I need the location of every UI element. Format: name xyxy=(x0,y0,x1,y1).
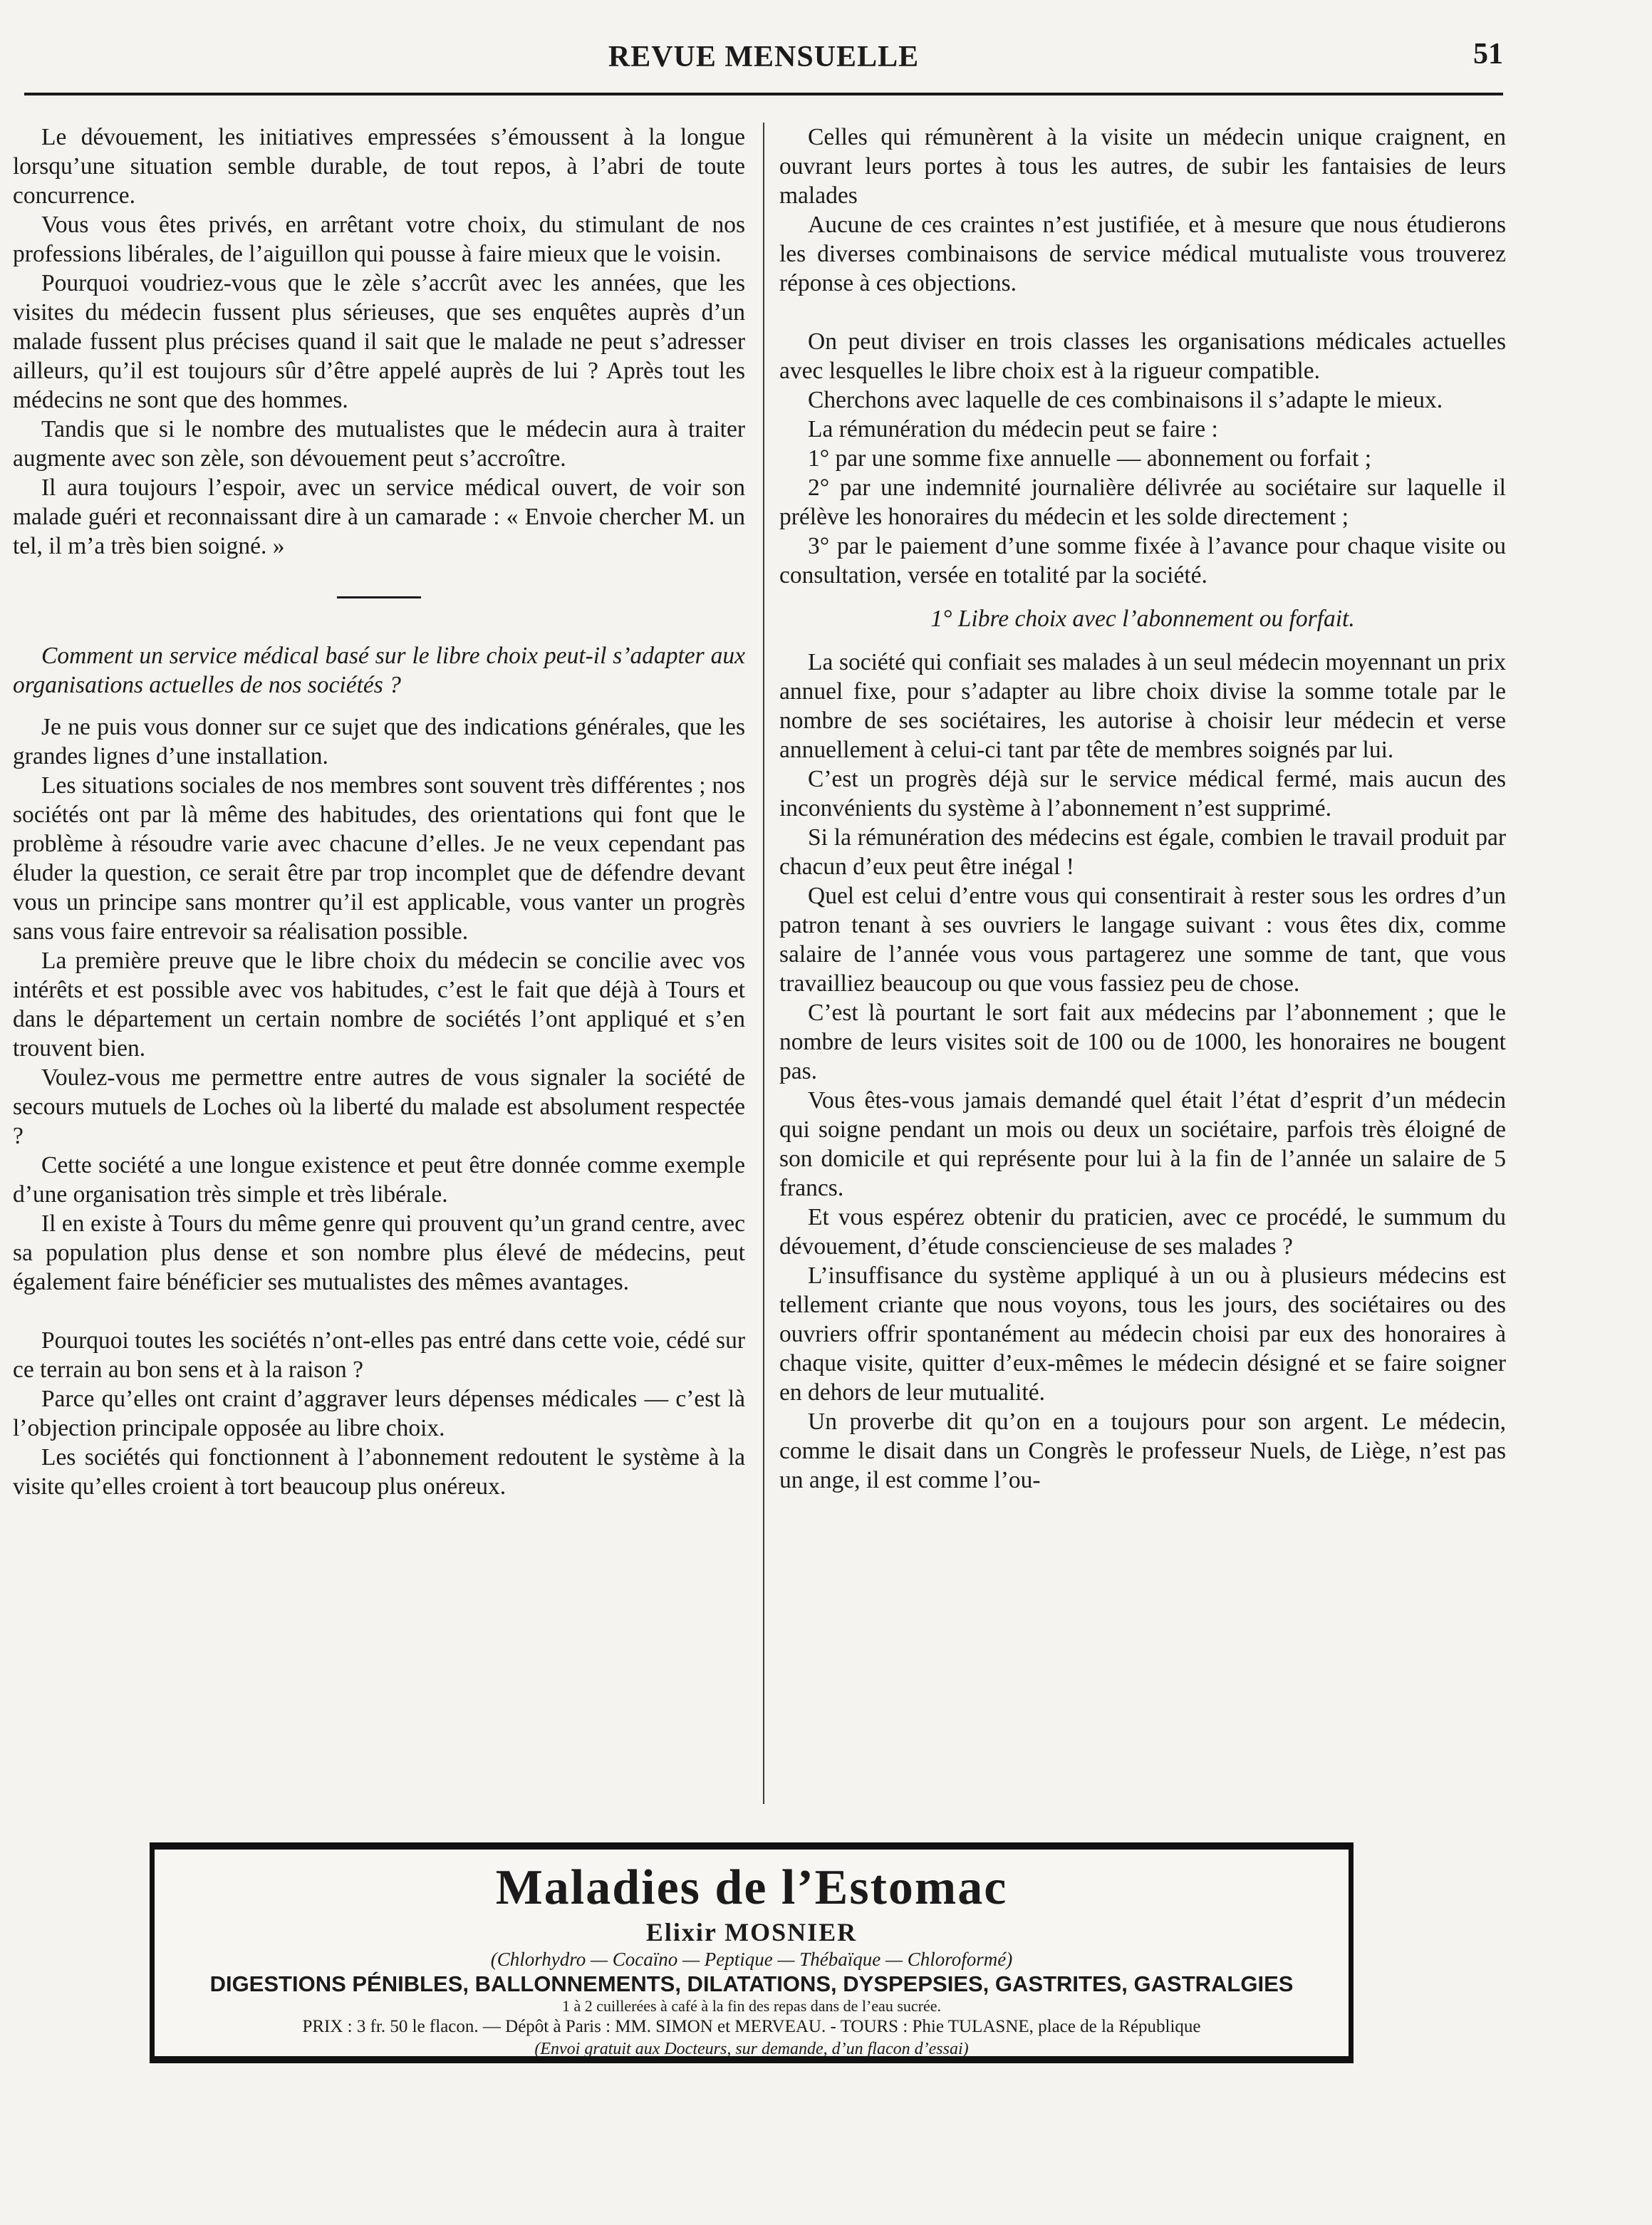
paragraph: Tandis que si le nombre des mutualistes que le médecin aura à traiter augmente avec son zèle, son dévouement peut s’accroître. xyxy=(13,416,745,472)
paragraph: On peut diviser en trois classes les organisations médicales actuelles avec lesquelles le libre choix est à la rigueur compatible. xyxy=(779,328,1506,384)
paragraph: Parce qu’elles ont craint d’aggraver leurs dépenses médicales — c’est là l’objection principale opposée au libre choix. xyxy=(13,1386,745,1441)
ad-price-line: PRIX : 3 fr. 50 le flacon. — Dépôt à Paris : MM. SIMON et MERVEAU. - TOURS : Phie TULASNE, place de la République xyxy=(302,2017,1201,2036)
paragraph: Vous êtes-vous jamais demandé quel était l’état d’esprit d’un médecin qui soigne pendant un mois ou deux un sociétaire, parfois très éloigné de son domicile et qui représente pour lui à la fin de l’année un salaire de 5 francs. xyxy=(779,1087,1506,1201)
header-rule xyxy=(24,93,1503,95)
paragraph: Il en existe à Tours du même genre qui prouvent qu’un grand centre, avec sa population plus dense et son nombre plus élevé de médecins, peut également faire bénéficier ses mutualistes des mêmes avantages. xyxy=(13,1210,745,1295)
section-heading: 1° Libre choix avec l’abonnement ou forfait. xyxy=(930,606,1355,632)
list-item: 1° par une somme fixe annuelle — abonnement ou forfait ; xyxy=(808,445,1372,472)
paragraph: Pourquoi toutes les sociétés n’ont-elles pas entré dans cette voie, cédé sur ce terrain au bon sens et à la raison ? xyxy=(13,1327,745,1383)
paragraph: Vous vous êtes privés, en arrêtant votre choix, du stimulant de nos professions libérales, de l’aiguillon qui pousse à faire mieux que le voisin. xyxy=(13,212,745,267)
section-separator xyxy=(13,576,745,606)
paragraph: Voulez-vous me permettre entre autres de vous signaler la société de secours mutuels de Loches où la liberté du malade est absolument respectée ? xyxy=(13,1064,745,1149)
paragraph: L’insuffisance du système appliqué à un ou à plusieurs médecins est tellement criante que nous voyons, tous les jours, des sociétaires ou des ouvriers offrir spontanément au médecin choisi par eux des honoraires à chaque visite, quitter d’eux-mêmes le médecin désigné et se faire soigner en dehors de leur mutualité. xyxy=(779,1262,1506,1406)
right-column xyxy=(779,123,1506,1495)
paragraph: C’est là pourtant le sort fait aux médecins par l’abonnement ; que le nombre de leurs visites soit de 100 ou de 1000, les honoraires ne bougent pas. xyxy=(779,1000,1506,1084)
paragraph: Pourquoi voudriez-vous que le zèle s’accrût avec les années, que les visites du médecin fussent plus sérieuses, que ses enquêtes auprès d’un malade fussent plus précises quand il sait que le malade ne peut s’adresser ailleurs, qu’il est toujours sûr d’être appelé auprès de lui ? Après tout les médecins ne sont que des hommes. xyxy=(13,270,745,413)
paragraph: Celles qui rémunèrent à la visite un médecin unique craignent, en ouvrant leurs portes à tous les autres, de subir les fantaisies de leurs malades xyxy=(779,124,1506,209)
paragraph: La première preuve que le libre choix du médecin se concilie avec vos intérêts et est possible avec vos habitudes, c’est le fait que déjà à Tours et dans le département un certain nombre de sociétés l’ont appliqué et s’en trouvent bien. xyxy=(13,948,745,1062)
list-item: 3° par le paiement d’une somme fixée à l’avance pour chaque visite ou consultation, versée en totalité par la société. xyxy=(779,533,1506,588)
page-number: 51 xyxy=(1473,38,1503,71)
paragraph: Si la rémunération des médecins est égale, combien le travail produit par chacun d’eux peut être inégal ! xyxy=(779,824,1506,880)
ad-indications: DIGESTIONS PÉNIBLES, BALLONNEMENTS, DILATATIONS, DYSPEPSIES, GASTRITES, GASTRALGIES xyxy=(209,1971,1294,1996)
ad-title: Maladies de l’Estomac xyxy=(495,1860,1008,1915)
page-header xyxy=(24,28,1503,93)
ad-composition: (Chlorhydro — Cocaïno — Peptique — Thébaïque — Chloroformé) xyxy=(490,1949,1013,1970)
paragraph: Cette société a une longue existence et peut être donnée comme exemple d’une organisation très simple et très libérale. xyxy=(13,1152,745,1208)
running-title: REVUE MENSUELLE xyxy=(608,41,920,73)
ad-dosage: 1 à 2 cuillerées à café à la fin des repas dans de l’eau sucrée. xyxy=(562,1997,941,2015)
paragraph: Il aura toujours l’espoir, avec un service médical ouvert, de voir son malade guéri et reconnaissant dire à un camarade : « Envoie chercher M. un tel, il m’a très bien soigné. » xyxy=(13,474,745,559)
paragraph: Quel est celui d’entre vous qui consentirait à rester sous les ordres d’un patron tenant à ses ouvriers le langage suivant : vous êtes dix, comme salaire de l’année vous vous partagerez une somme de tant, que vous travailliez beaucoup ou que vous fassiez peu de chose. xyxy=(779,883,1506,997)
paragraph: Cherchons avec laquelle de ces combinaisons il s’adapte le mieux. xyxy=(808,387,1443,413)
advertisement-box xyxy=(150,1842,1354,2063)
paragraph: Les situations sociales de nos membres sont souvent très différentes ; nos sociétés ont par là même des habitudes, des orientations qui font que le problème à résoudre varie avec chacune d’elles. Je ne veux cependant pas éluder la question, ce serait être par trop incomplet que de défendre devant vous un principe sans montrer qu’il est applicable, vous vanter un progrès sans vous faire entrevoir sa réalisation possible. xyxy=(13,772,745,945)
ad-note: (Envoi gratuit aux Docteurs, sur demande, d’un flacon d’essai) xyxy=(534,2040,969,2058)
paragraph: Un proverbe dit qu’on en a toujours pour son argent. Le médecin, comme le disait dans un Congrès le professeur Nuels, de Liège, n’est pas un ange, il est comme l’ou- xyxy=(779,1409,1506,1493)
paragraph: Et vous espérez obtenir du praticien, avec ce procédé, le summum du dévouement, d’étude consciencieuse de ses malades ? xyxy=(779,1204,1506,1260)
paragraph: La société qui confiait ses malades à un seul médecin moyennant un prix annuel fixe, pour s’adapter au libre choix divise la somme totale par le nombre de ses sociétaires, les autorise à choisir leur médecin et verse annuellement à celui-ci tant par tête de membres soignés par lui. xyxy=(779,649,1506,763)
paragraph: La rémunération du médecin peut se faire : xyxy=(808,416,1218,442)
ad-product-name: Elixir MOSNIER xyxy=(645,1918,858,1946)
section-question: Comment un service médical basé sur le libre choix peut-il s’adapter aux organisations actuelles de nos sociétés ? xyxy=(13,643,745,698)
paragraph: Les sociétés qui fonctionnent à l’abonnement redoutent le système à la visite qu’elles croient à tort beaucoup plus onéreux. xyxy=(13,1444,745,1500)
paragraph: Aucune de ces craintes n’est justifiée, et à mesure que nous étudierons les diverses combinaisons de service médical mutualiste vous trouverez réponse à ces objections. xyxy=(779,212,1506,296)
paragraph: Le dévouement, les initiatives empressées s’émoussent à la longue lorsqu’une situation semble durable, de tout repos, à l’abri de toute concurrence. xyxy=(13,124,745,209)
list-item: 2° par une indemnité journalière délivrée au sociétaire sur laquelle il prélève les honoraires du médecin et les solde directement ; xyxy=(779,474,1506,530)
paragraph: C’est un progrès déjà sur le service médical fermé, mais aucun des inconvénients du système à l’abonnement n’est supprimé. xyxy=(779,766,1506,821)
column-divider xyxy=(763,123,764,1804)
paragraph: Je ne puis vous donner sur ce sujet que des indications générales, que les grandes lignes d’une installation. xyxy=(13,714,745,769)
left-column xyxy=(13,123,745,1501)
